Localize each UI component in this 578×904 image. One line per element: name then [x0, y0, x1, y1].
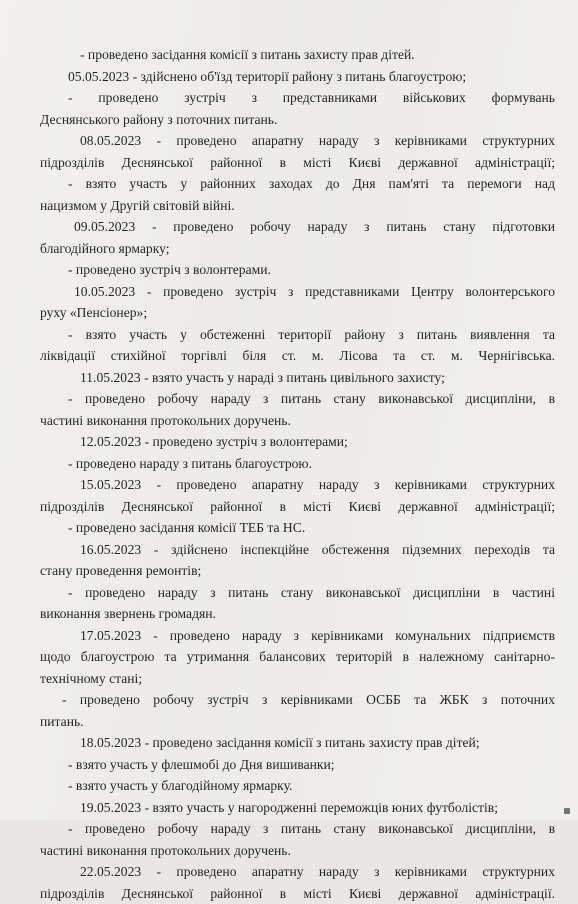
text-line: - проведено зустріч з волонтерами. [40, 259, 555, 281]
text-line: 15.05.2023 - проведено апаратну нараду з керівниками структурних [40, 474, 555, 496]
text-line: ліквідації стихійної торгівлі біля ст. м. Лісова та ст. м. Чернігівська. [40, 345, 555, 367]
text-line: - взято участь у обстеженні території району з питань виявлення та [40, 324, 555, 346]
text-line: 11.05.2023 - взято участь у нараді з питань цивільного захисту; [40, 367, 555, 389]
text-line: виконання звернень громадян. [40, 603, 555, 625]
text-line: 10.05.2023 - проведено зустріч з представниками Центру волонтерського [40, 281, 555, 303]
text-line: - взято участь у районних заходах до Дня пам'яті та перемоги над [40, 173, 555, 195]
text-line: - взято участь у благодійному ярмарку. [40, 775, 555, 797]
text-line: Деснянського району з поточних питань. [40, 109, 555, 131]
text-line: - взято участь у флешмобі до Дня вишиванки; [40, 754, 555, 776]
text-line: руху «Пенсіонер»; [40, 302, 555, 324]
text-line: - проведено робочу зустріч з керівниками ОСББ та ЖБК з поточних [40, 689, 555, 711]
text-line: 12.05.2023 - проведено зустріч з волонтерами; [40, 431, 555, 453]
text-line: 18.05.2023 - проведено засідання комісії з питань захисту прав дітей; [40, 732, 555, 754]
text-line: 17.05.2023 - проведено нараду з керівниками комунальних підприємств [40, 625, 555, 647]
text-line: 08.05.2023 - проведено апаратну нараду з керівниками структурних [40, 130, 555, 152]
text-line: - проведено робочу нараду з питань стану виконавської дисципліни, в [40, 818, 555, 840]
text-line: 19.05.2023 - взято участь у нагородженні переможців юних футболістів; [40, 797, 555, 819]
text-line: частині виконання протокольних доручень. [40, 840, 555, 862]
text-line: частині виконання протокольних доручень. [40, 410, 555, 432]
text-line: стану проведення ремонтів; [40, 560, 555, 582]
text-line: - проведено засідання комісії з питань захисту прав дітей. [40, 44, 555, 66]
text-line: підрозділів Деснянської районної в місті Києві державної адміністрації; [40, 496, 555, 518]
text-line: технічному стані; [40, 668, 555, 690]
text-line: - проведено нараду з питань стану виконавської дисципліни в частині [40, 582, 555, 604]
text-line: 05.05.2023 - здійснено об'їзд території району з питань благоустрою; [40, 66, 555, 88]
text-line: - проведено зустріч з представниками військових формувань [40, 87, 555, 109]
text-line: 09.05.2023 - проведено робочу нараду з питань стану підготовки [40, 216, 555, 238]
text-line: підрозділів Деснянської районної в місті Києві державної адміністрації; [40, 152, 555, 174]
document-body [40, 44, 555, 904]
text-line: - проведено нараду з питань благоустрою. [40, 453, 555, 475]
text-line: 22.05.2023 - проведено апаратну нараду з керівниками структурних [40, 861, 555, 883]
text-line: 16.05.2023 - здійснено інспекційне обстеження підземних переходів та [40, 539, 555, 561]
text-line: - проведено робочу нараду з питань стану виконавської дисципліни, в [40, 388, 555, 410]
text-line: нацизмом у Другій світовій війні. [40, 195, 555, 217]
text-line: - проведено засідання комісії ТЕБ та НС. [40, 517, 555, 539]
text-line: підрозділів Деснянської районної в місті Києві державної адміністрації. [40, 883, 555, 904]
text-line: питань. [40, 711, 555, 733]
text-line: благодійного ярмарку; [40, 238, 555, 260]
page-corner-mark [564, 808, 570, 814]
text-line: щодо благоустрою та утримання балансових територій в належному санітарно- [40, 646, 555, 668]
